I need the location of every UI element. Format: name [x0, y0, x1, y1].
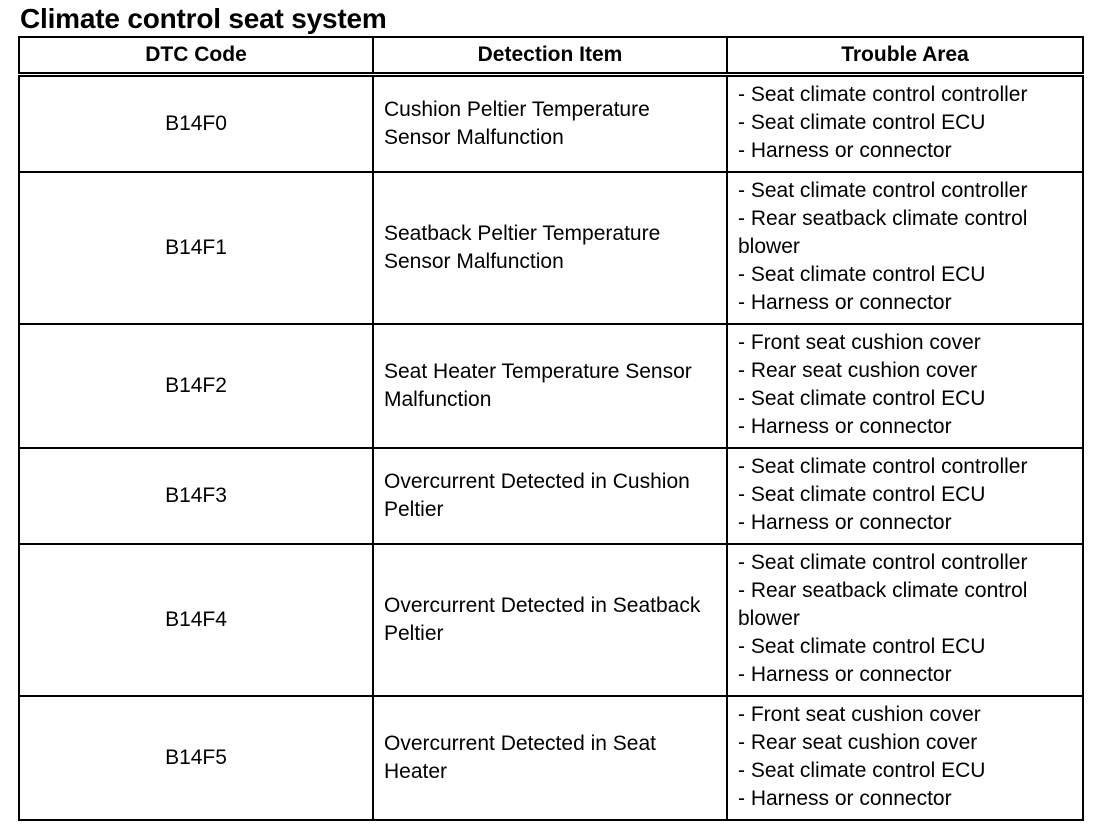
trouble-area-line: - Harness or connector — [738, 415, 952, 438]
trouble-area-line: - Harness or connector — [738, 511, 952, 534]
trouble-area-line: - Seat climate control ECU — [738, 387, 986, 410]
trouble-area-line: - Seat climate control controller — [738, 551, 1028, 574]
trouble-area-line: - Harness or connector — [738, 291, 952, 314]
trouble-area-line: - Seat climate control ECU — [738, 759, 986, 782]
dtc-code-cell: B14F2 — [19, 324, 373, 448]
dtc-code-cell: B14F5 — [19, 696, 373, 820]
trouble-area-line: - Harness or connector — [738, 663, 952, 686]
detection-item-cell: Overcurrent Detected in Cushion Peltier — [373, 448, 727, 544]
trouble-area-line: - Seat climate control ECU — [738, 263, 986, 286]
trouble-area-line: - Front seat cushion cover — [738, 331, 981, 354]
detection-item-cell: Seatback Peltier Temperature Sensor Malfunction — [373, 172, 727, 324]
column-header-dtc-code: DTC Code — [19, 37, 373, 75]
trouble-area-cell — [727, 544, 1083, 696]
trouble-area-cell — [727, 448, 1083, 544]
detection-item-cell: Seat Heater Temperature Sensor Malfunction — [373, 324, 727, 448]
trouble-area-line: - Harness or connector — [738, 139, 952, 162]
trouble-area-line: - Rear seat cushion cover — [738, 731, 978, 754]
trouble-area-line: - Rear seatback climate control blower — [738, 579, 1028, 630]
trouble-area-cell — [727, 696, 1083, 820]
dtc-code-cell: B14F4 — [19, 544, 373, 696]
table-row — [19, 172, 1083, 324]
trouble-area-line: - Seat climate control ECU — [738, 483, 986, 506]
table-row — [19, 448, 1083, 544]
trouble-area-line: - Seat climate control controller — [738, 455, 1028, 478]
trouble-area-line: - Seat climate control controller — [738, 83, 1028, 106]
table-row — [19, 696, 1083, 820]
trouble-area-cell — [727, 324, 1083, 448]
trouble-area-line: - Seat climate control ECU — [738, 635, 986, 658]
table-header-row — [19, 37, 1083, 75]
page-title: Climate control seat system — [20, 3, 387, 34]
dtc-table — [18, 36, 1084, 821]
trouble-area-cell — [727, 172, 1083, 324]
trouble-area-line: - Rear seat cushion cover — [738, 359, 978, 382]
column-header-detection-item: Detection Item — [373, 37, 727, 75]
table-row — [19, 324, 1083, 448]
trouble-area-line: - Rear seatback climate control blower — [738, 207, 1028, 258]
dtc-code-cell: B14F3 — [19, 448, 373, 544]
trouble-area-line: - Seat climate control ECU — [738, 111, 986, 134]
column-header-trouble-area: Trouble Area — [727, 37, 1083, 75]
detection-item-cell: Cushion Peltier Temperature Sensor Malfunction — [373, 75, 727, 173]
dtc-code-cell: B14F0 — [19, 75, 373, 173]
trouble-area-cell — [727, 75, 1083, 173]
table-row — [19, 75, 1083, 173]
dtc-code-cell: B14F1 — [19, 172, 373, 324]
trouble-area-line: - Front seat cushion cover — [738, 703, 981, 726]
table-row — [19, 544, 1083, 696]
trouble-area-line: - Harness or connector — [738, 787, 952, 810]
detection-item-cell: Overcurrent Detected in Seatback Peltier — [373, 544, 727, 696]
trouble-area-line: - Seat climate control controller — [738, 179, 1028, 202]
detection-item-cell: Overcurrent Detected in Seat Heater — [373, 696, 727, 820]
